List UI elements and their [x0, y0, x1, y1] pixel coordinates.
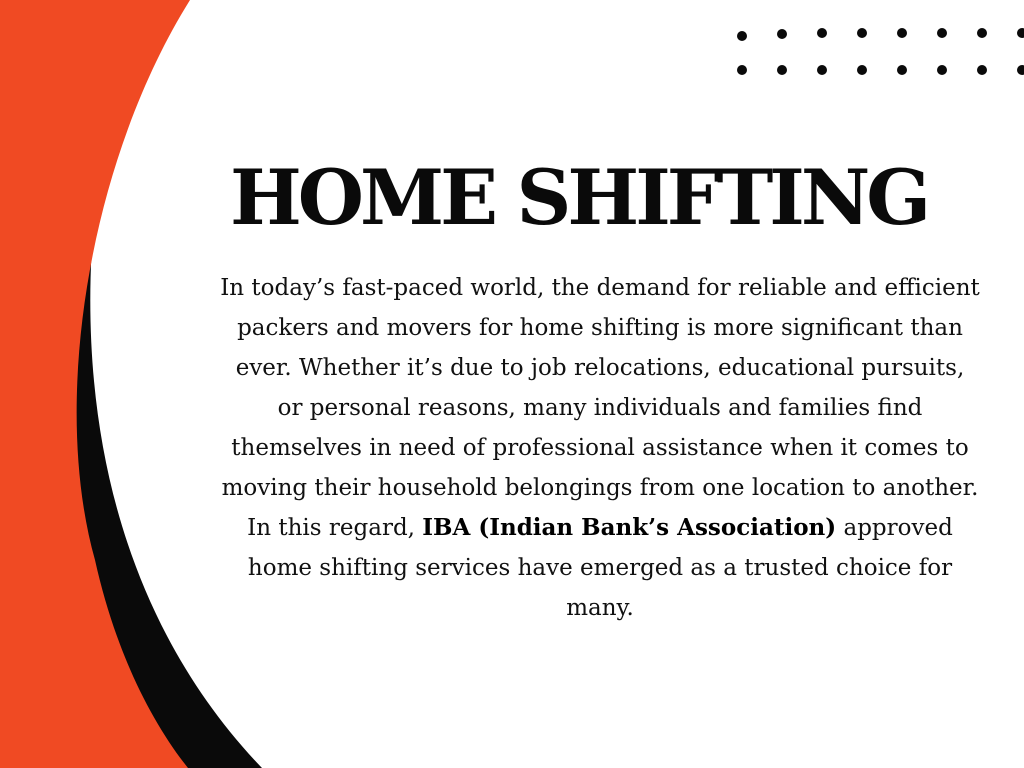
- paragraph-text-part2: approved home shifting services have emerged as a trusted choice for many.: [247, 515, 953, 621]
- dot: [777, 65, 787, 75]
- page-title: HOME SHIFTING: [230, 153, 928, 242]
- dot: [1017, 65, 1024, 75]
- dot: [857, 65, 867, 75]
- dot: [937, 65, 947, 75]
- body-paragraph: [220, 268, 980, 628]
- dot: [737, 31, 747, 41]
- dot: [937, 28, 947, 38]
- dot: [777, 29, 787, 39]
- dot: [737, 65, 747, 75]
- dot: [817, 28, 827, 38]
- dot: [1017, 28, 1024, 38]
- dot: [897, 65, 907, 75]
- paragraph-highlight: IBA (Indian Bank’s Association): [422, 514, 837, 541]
- dot: [817, 65, 827, 75]
- dot: [977, 28, 987, 38]
- paragraph-text-part1: In today’s fast-paced world, the demand for reliable and efficient packers and movers for home shifting is more significant than ever. Whether it’s due to job relocations, educational pursuits, or personal reasons, many individuals and families find themselves in need of professional assistance when it comes to moving their household belongings from one location to another. In this regard,: [220, 275, 980, 541]
- dot: [857, 28, 867, 38]
- dot: [977, 65, 987, 75]
- dot: [897, 28, 907, 38]
